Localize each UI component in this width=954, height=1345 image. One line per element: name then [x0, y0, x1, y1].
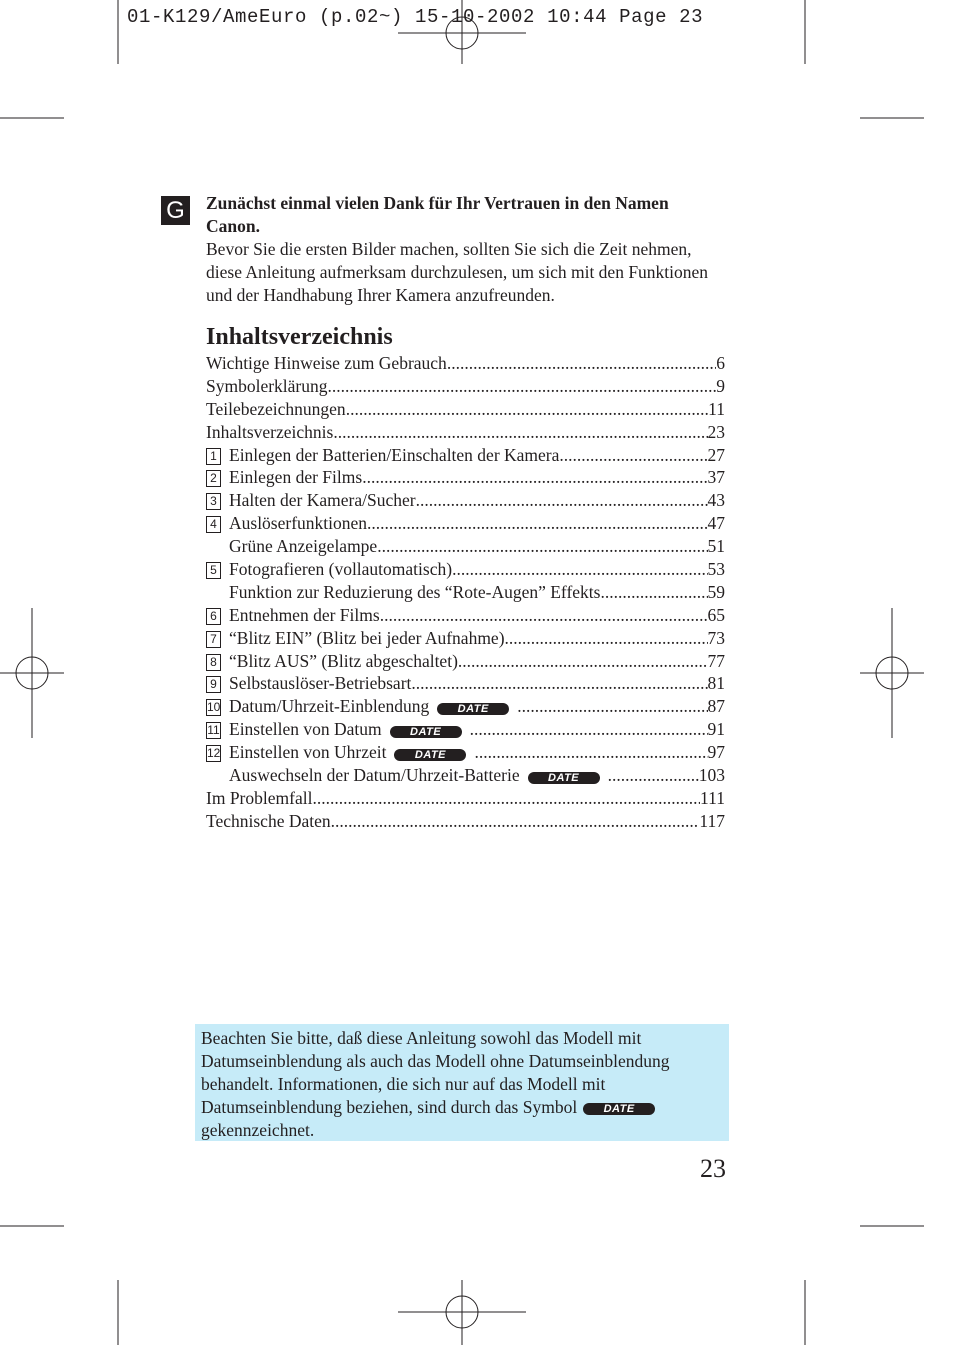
- leader-dots: [458, 650, 708, 673]
- toc-entry-label: Einstellen von Datum: [229, 719, 382, 740]
- toc-entry-label: Selbstauslöser-Betriebsart: [229, 673, 412, 694]
- leader-dots: [312, 787, 700, 810]
- toc-entry: [206, 741, 725, 764]
- toc-entry-label: Symbolerklärung: [206, 375, 328, 396]
- chapter-number-box: 8: [206, 654, 221, 671]
- toc-entry-label: Im Problemfall: [206, 787, 313, 808]
- chapter-number-box: 6: [206, 608, 221, 625]
- toc-entry-label: Fotografieren (vollautomatisch): [229, 559, 453, 580]
- toc-entry-page: 37: [707, 467, 725, 488]
- toc-entry-page: 11: [708, 398, 725, 419]
- toc-entry-page: 65: [707, 604, 725, 625]
- leader-dots: [600, 581, 707, 604]
- toc-entry-label: Einlegen der Films: [229, 467, 363, 488]
- leader-dots: [333, 421, 707, 444]
- toc-entry-page: 27: [707, 444, 725, 465]
- toc-entry-label: Entnehmen der Films: [229, 604, 380, 625]
- toc-entry-label: Technische Daten: [206, 810, 331, 831]
- leader-dots: [474, 741, 707, 764]
- toc-entry: [206, 535, 725, 558]
- page-number: 23: [700, 1154, 726, 1183]
- print-header: 01-K129/AmeEuro (p.02~) 15-10-2002 10:44 Page 23: [127, 6, 704, 28]
- toc-entry-label: Datum/Uhrzeit-Einblendung: [229, 696, 430, 717]
- leader-dots: [411, 672, 707, 695]
- toc-entry-page: 51: [707, 536, 725, 557]
- leader-dots: [367, 512, 707, 535]
- toc-entry: [206, 558, 725, 581]
- language-badge: G: [161, 196, 190, 225]
- chapter-number-box: 5: [206, 562, 221, 579]
- note-text-end: gekennzeichnet.: [201, 1120, 315, 1140]
- leader-dots: [331, 810, 700, 833]
- toc-entry: [206, 787, 725, 810]
- toc-entry-page: 103: [698, 765, 725, 786]
- toc-entry-label: Einstellen von Uhrzeit: [229, 742, 387, 763]
- toc-entry-page: 47: [707, 513, 725, 534]
- date-symbol-icon: DATE: [583, 1103, 655, 1115]
- toc-entry-page: 9: [716, 375, 725, 396]
- toc-entry-page: 111: [700, 787, 725, 808]
- toc-entry: [206, 581, 725, 604]
- toc-entry: [206, 398, 725, 421]
- date-symbol-icon: DATE: [394, 749, 466, 761]
- chapter-number-box: 9: [206, 676, 221, 693]
- leader-dots: [452, 558, 707, 581]
- toc-entry-page: 53: [707, 559, 725, 580]
- toc-entry-page: 59: [707, 581, 725, 602]
- toc-entry-label: Auslöserfunktionen: [229, 513, 368, 534]
- toc-entry-label: Teilebezeichnungen: [206, 398, 346, 419]
- chapter-number-box: 11: [207, 723, 220, 738]
- leader-dots: [608, 764, 699, 787]
- date-symbol-icon: DATE: [437, 703, 509, 715]
- model-note: [195, 1024, 729, 1141]
- toc-entry: [206, 604, 725, 627]
- leader-dots: [470, 718, 708, 741]
- toc-entry-label: “Blitz AUS” (Blitz abgeschaltet): [229, 650, 458, 671]
- leader-dots: [559, 444, 707, 467]
- toc-entry: [206, 489, 725, 512]
- toc-entry-label: Auswechseln der Datum/Uhrzeit-Batterie: [229, 765, 520, 786]
- chapter-number-box: 3: [206, 493, 221, 510]
- toc-entry-page: 97: [707, 742, 725, 763]
- toc-entry: [206, 375, 725, 398]
- leader-dots: [377, 535, 707, 558]
- intro-section: [206, 192, 726, 307]
- toc-entry: [206, 695, 725, 718]
- leader-dots: [505, 627, 708, 650]
- toc-entry: [206, 352, 725, 375]
- toc-title: Inhaltsverzeichnis: [206, 324, 393, 350]
- toc-entry-label: Grüne Anzeigelampe: [229, 536, 378, 557]
- note-text: Beachten Sie bitte, daß diese Anleitung sowohl das Modell mit Datumseinblendung als auch das Modell ohne Datumseinblendung behandelt. Informationen, die sich nur auf das Modell mit Datumseinblendung beziehen, sind durch das Symbol: [201, 1028, 670, 1117]
- chapter-number-box: 12: [207, 746, 221, 761]
- leader-dots: [447, 352, 716, 375]
- toc-entry-label: Wichtige Hinweise zum Gebrauch: [206, 353, 447, 373]
- leader-dots: [328, 375, 717, 398]
- leader-dots: [517, 695, 707, 718]
- toc-entry: [206, 444, 725, 467]
- intro-text: Bevor Sie die ersten Bilder machen, sollten Sie sich die Zeit nehmen, diese Anleitung aufmerksam durchzulesen, um sich mit den Funktionen und der Handhabung Ihrer Kamera anzufreunden.: [206, 239, 709, 305]
- toc-entry-page: 73: [707, 627, 725, 648]
- toc-entry: [206, 512, 725, 535]
- toc-entry: [206, 810, 725, 833]
- toc-entry-page: 77: [707, 650, 725, 671]
- registration-mark-top: [398, 0, 526, 64]
- toc-entry: [206, 421, 725, 444]
- chapter-number-box: 1: [206, 448, 221, 465]
- toc-entry: [206, 466, 725, 489]
- date-symbol-icon: DATE: [390, 726, 462, 738]
- chapter-number-box: 10: [207, 700, 221, 715]
- toc-entry-label: Inhaltsverzeichnis: [206, 421, 334, 442]
- chapter-number-box: 4: [206, 516, 221, 533]
- toc-entry-label: Halten der Kamera/Sucher: [229, 490, 416, 511]
- toc-entry-label: “Blitz EIN” (Blitz bei jeder Aufnahme): [229, 627, 505, 648]
- leader-dots: [346, 398, 708, 421]
- toc-entry-page: 6: [716, 353, 725, 373]
- chapter-number-box: 2: [206, 470, 221, 487]
- registration-mark-bottom: [398, 1280, 526, 1345]
- toc-entry: [206, 650, 725, 673]
- toc-entry-page: 91: [707, 719, 725, 740]
- leader-dots: [362, 466, 707, 489]
- registration-mark-left: [0, 608, 64, 738]
- toc-entry-page: 43: [707, 490, 725, 511]
- toc-entry: [206, 764, 725, 787]
- toc-entry: [206, 672, 725, 695]
- chapter-number-box: 7: [206, 631, 221, 648]
- table-of-contents: [206, 352, 725, 833]
- toc-entry-page: 23: [707, 421, 725, 442]
- toc-entry-label: Einlegen der Batterien/Einschalten der Kamera: [229, 444, 560, 465]
- toc-entry-page: 117: [699, 810, 725, 831]
- registration-mark-right: [860, 608, 924, 738]
- intro-bold-line: Zunächst einmal vielen Dank für Ihr Vertrauen in den Namen Canon.: [206, 193, 669, 236]
- toc-entry: [206, 718, 725, 741]
- leader-dots: [416, 489, 708, 512]
- date-symbol-icon: DATE: [528, 772, 600, 784]
- toc-entry-label: Funktion zur Reduzierung des “Rote-Augen” Effekts: [229, 581, 601, 602]
- leader-dots: [380, 604, 708, 627]
- toc-entry-page: 87: [707, 696, 725, 717]
- toc-entry-page: 81: [707, 673, 725, 694]
- toc-entry: [206, 627, 725, 650]
